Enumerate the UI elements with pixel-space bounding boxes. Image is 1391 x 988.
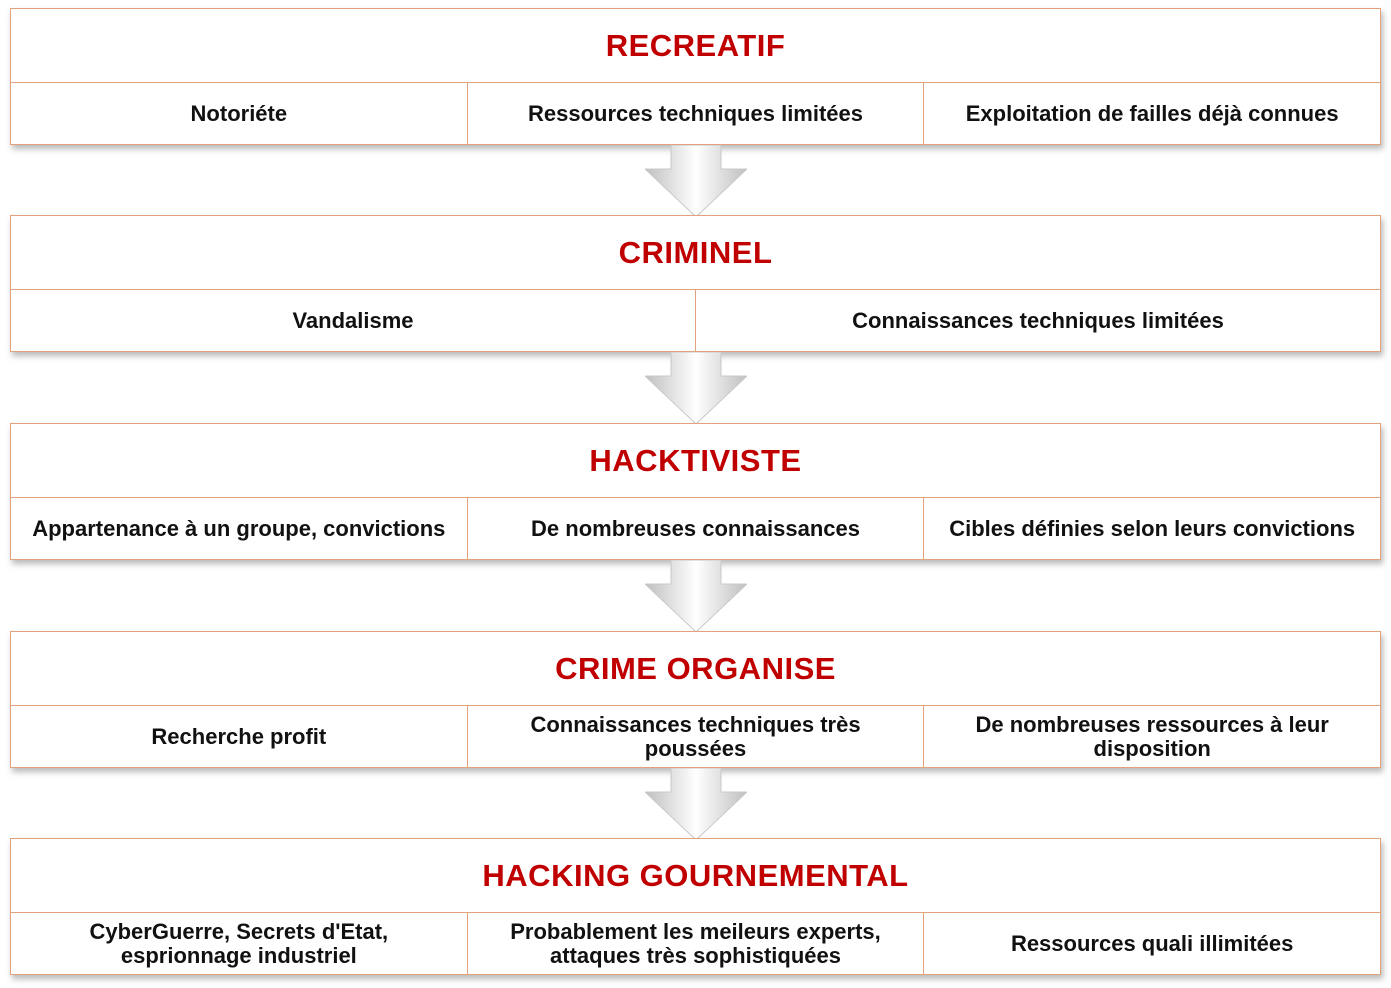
- down-arrow-icon: [645, 145, 747, 219]
- level-crime-organise: [10, 631, 1381, 768]
- attribute-cell: Notoriéte: [11, 83, 468, 144]
- attribute-cell: Ressources quali illimitées: [1010, 930, 1294, 956]
- level-attributes: [11, 83, 1380, 144]
- attribute-cell: Ressources techniques limitées: [468, 83, 925, 144]
- level-title: HACKTIVISTE: [11, 424, 1380, 498]
- attribute-cell: Connaissances techniques très poussées: [468, 706, 925, 767]
- attribute-cell: Recherche profit: [11, 706, 468, 767]
- level-title: CRIMINEL: [11, 216, 1380, 290]
- level-title: RECREATIF: [11, 9, 1380, 83]
- level-attributes: [11, 706, 1380, 767]
- down-arrow-icon: [645, 560, 747, 634]
- level-attributes: [11, 290, 1380, 351]
- attribute-cell: Appartenance à un groupe, convictions: [11, 498, 468, 559]
- attribute-cell: CyberGuerre, Secrets d'Etat, esprionnage industriel: [11, 913, 468, 974]
- level-title: CRIME ORGANISE: [11, 632, 1380, 706]
- attribute-cell: De nombreuses connaissances: [468, 498, 925, 559]
- level-attributes: [11, 913, 1380, 974]
- attribute-cell: Vandalisme: [11, 290, 696, 351]
- level-criminel: [10, 215, 1381, 352]
- down-arrow-icon: [645, 352, 747, 426]
- attribute-cell: De nombreuses ressources à leur disposition: [975, 711, 1329, 761]
- level-hacking-gournemental: [10, 838, 1381, 975]
- attribute-cell: Cibles définies selon leurs convictions: [949, 515, 1356, 541]
- attribute-cell: Connaissances techniques limitées: [852, 307, 1224, 333]
- down-arrow-icon: [645, 768, 747, 842]
- attribute-cell: Exploitation de failles déjà connues: [965, 100, 1339, 126]
- attribute-cell: Probablement les meileurs experts, attaques très sophistiquées: [468, 913, 925, 974]
- level-hacktiviste: [10, 423, 1381, 560]
- level-title: HACKING GOURNEMENTAL: [11, 839, 1380, 913]
- level-attributes: [11, 498, 1380, 559]
- level-recreatif: [10, 8, 1381, 145]
